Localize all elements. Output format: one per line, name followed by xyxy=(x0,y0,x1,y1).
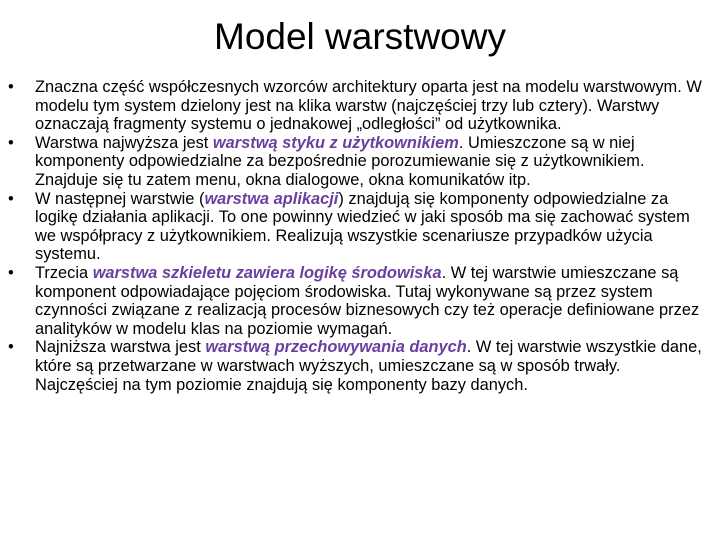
bullet-text: Trzecia xyxy=(35,263,93,282)
bullet-text: ) znajdują się komponenty odpowiedzialne za logikę działania aplikacji. To one powinny wiedzieć w jaki sposób ma się zachować system we współpracy z użytkownikiem. Realizują wszystkie scenariusze przypadków użycia systemu. xyxy=(35,189,690,264)
bullet-text: Najniższa warstwa jest xyxy=(35,338,206,357)
bullet-icon: • xyxy=(8,263,14,282)
bullet-icon: • xyxy=(8,133,14,152)
emphasized-term: warstwa aplikacji xyxy=(204,189,339,208)
bullet-item xyxy=(0,338,720,394)
slide-title: Model warstwowy xyxy=(214,16,506,57)
bullet-icon: • xyxy=(8,189,14,208)
bullet-text: . W tej warstwie wszystkie dane, które są przetwarzane w warstwach wyższych, umieszczane są w sposób trwały. Najczęściej na tym poziomie znajdują się komponenty bazy danych. xyxy=(35,338,702,394)
bullet-text: . W tej warstwie umieszczane są komponent odpowiadające pojęciom środowiska. Tutaj wykonywane są przez system czynności związane z realizacją procesów biznesowych czy też operacje definiowane przez analityków w modelu klas na poziomie wymagań. xyxy=(35,263,700,338)
bullet-text: Warstwa najwyższa jest xyxy=(35,133,213,152)
emphasized-term: warstwą styku z użytkownikiem xyxy=(212,133,459,152)
emphasized-term: warstwa szkieletu zawiera logikę środowiska xyxy=(92,263,442,282)
bullet-text: . Umieszczone są w niej komponenty odpowiedzialne za bezpośrednie porozumiewanie się z użytkownikiem. Znajduje się tu zatem menu, okna dialogowe, okna komunikatów itp. xyxy=(35,133,645,189)
bullet-item xyxy=(0,134,720,190)
bullet-icon: • xyxy=(8,78,14,96)
bullet-text: W następnej warstwie ( xyxy=(35,189,205,208)
bullet-item xyxy=(0,78,720,134)
bullet-text: Znaczna część współczesnych wzorców architektury oparta jest na modelu warstwowym. W modelu tym system dzielony jest na klika warstw (najczęściej trzy lub cztery). Warstwy oznaczają fragmenty systemu o jednakowej „odległości” od użytkownika. xyxy=(35,78,702,134)
bullet-icon: • xyxy=(8,338,14,357)
bullet-item xyxy=(0,190,720,264)
bullet-item xyxy=(0,264,720,338)
bullet-list xyxy=(0,78,720,394)
emphasized-term: warstwą przechowywania danych xyxy=(205,338,467,357)
